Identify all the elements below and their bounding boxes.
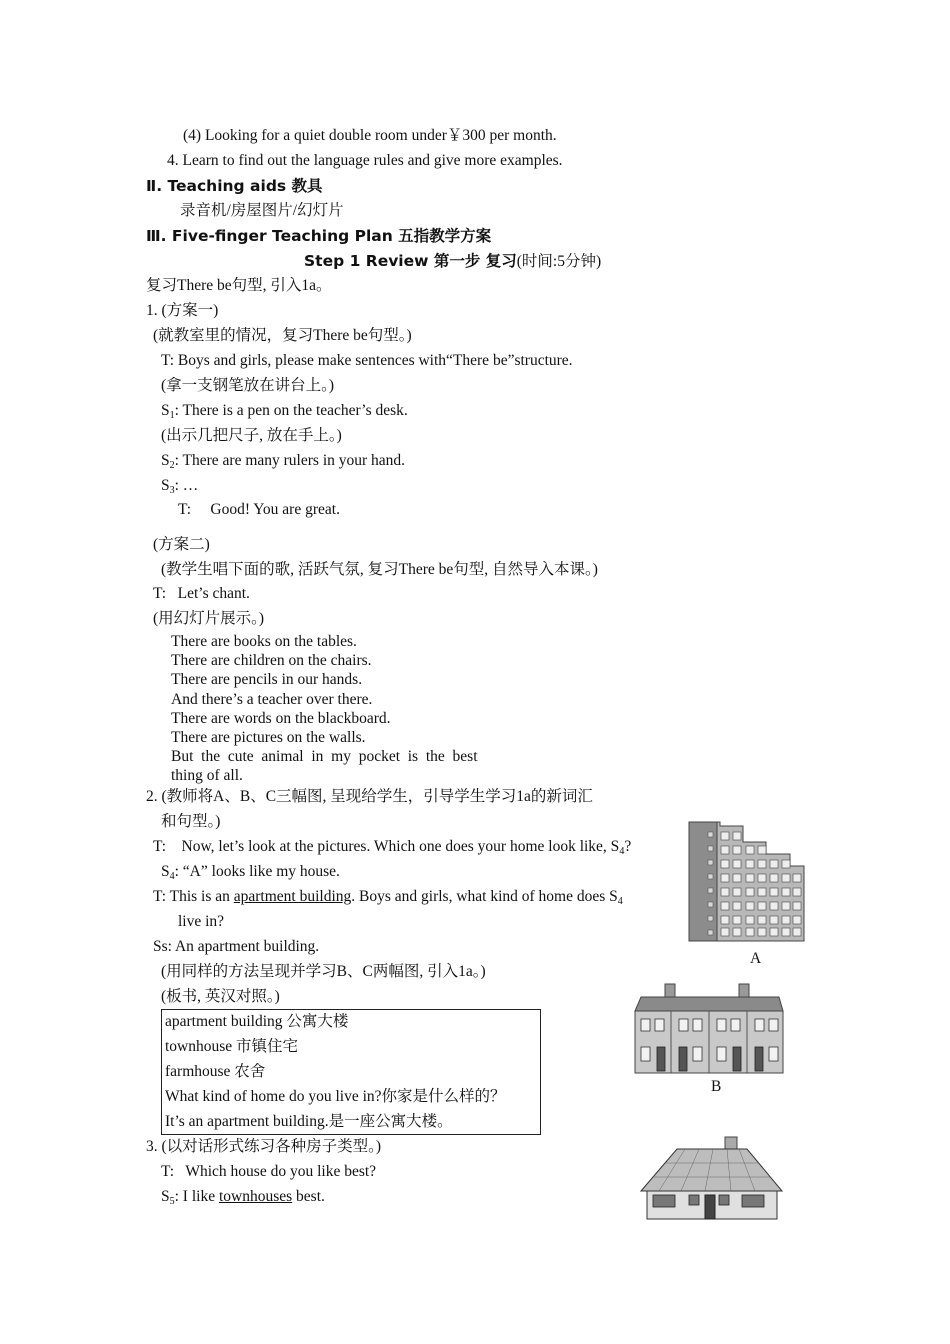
dialogue-line: T: Good! You are great. xyxy=(178,501,340,518)
chant-lyrics xyxy=(171,632,478,786)
objective-4: 4. Learn to find out the language rules and give more examples. xyxy=(167,152,563,169)
activity-3: 3. (以对话形式练习各种房子类型。) xyxy=(146,1138,382,1155)
teaching-aids-heading: Ⅱ. Teaching aids 教具 xyxy=(146,177,323,195)
dialogue-line-cont: live in? xyxy=(178,913,225,930)
stage-note: (用同样的方法呈现并学习B、C两幅图, 引入1a。) xyxy=(161,963,486,980)
activity-2-cont: 和句型。) xyxy=(161,813,221,830)
plan-1-label: 1. (方案一) xyxy=(146,302,219,319)
dialogue-line: Ss: An apartment building. xyxy=(153,938,320,955)
chant-line: There are pictures on the walls. xyxy=(171,729,366,747)
stage-note: (出示几把尺子, 放在手上。) xyxy=(161,427,342,444)
dialogue-line: $S_3$: … xyxy=(161,477,199,496)
dialogue-line: T: Which house do you like best? xyxy=(161,1163,377,1180)
picture-b-caption: B xyxy=(711,1078,722,1095)
plan-heading: Ⅲ. Five-finger Teaching Plan 五指教学方案 xyxy=(146,227,492,245)
dialogue-line: T: Boys and girls, please make sentences with“There be”structure. xyxy=(161,352,573,369)
dialogue-line: $S_4$: “A” looks like my house. xyxy=(161,863,340,882)
stage-note: (用幻灯片展示。) xyxy=(153,610,265,627)
chant-line: There are pencils in our hands. xyxy=(171,671,363,689)
chant-line: There are children on the chairs. xyxy=(171,652,372,670)
chant-line: There are books on the tables. xyxy=(171,633,357,650)
dialogue-line: T: Now, let’s look at the pictures. Which one does your home look like, $S_4$? xyxy=(153,838,632,857)
dialogue-line: T: Let’s chant. xyxy=(153,585,250,602)
objective-4-item: (4) Looking for a quiet double room under￥300 per month. xyxy=(183,127,557,144)
review-intro: 复习There be句型, 引入1a。 xyxy=(146,277,332,294)
chant-line: There are words on the blackboard. xyxy=(171,709,391,727)
stage-note: (板书, 英汉对照。) xyxy=(161,988,280,1005)
vocab-item: What kind of home do you live in?你家是什么样的？ xyxy=(165,1088,506,1105)
dialogue-line: T: This is an apartment building. Boys and girls, what kind of home does $S_4$ xyxy=(153,888,623,907)
step-heading: Step 1 Review 第一步 复习(时间:5分钟) xyxy=(304,252,602,270)
chant-line: thing of all. xyxy=(171,767,243,785)
chant-line: But the cute animal in my pocket is the best xyxy=(171,748,478,766)
dialogue-line: $S_5$: I like townhouses best. xyxy=(161,1188,325,1207)
vocab-item: It’s an apartment building.是一座公寓大楼。 xyxy=(165,1113,453,1130)
chant-line: And there’s a teacher over there. xyxy=(171,690,373,708)
plan-2-note: (教学生唱下面的歌, 活跃气氛, 复习There be句型, 自然导入本课。) xyxy=(161,561,598,578)
apartment-building-picture xyxy=(688,820,806,944)
farmhouse-picture xyxy=(639,1135,784,1221)
vocab-item: apartment building 公寓大楼 xyxy=(165,1013,349,1030)
picture-a-caption: A xyxy=(750,950,762,967)
plan-2-label: (方案二) xyxy=(153,536,210,553)
vocab-item: townhouse 市镇住宅 xyxy=(165,1038,299,1055)
stage-note: (拿一支钢笔放在讲台上。) xyxy=(161,377,335,394)
activity-2: 2. (教师将A、B、C三幅图, 呈现给学生，引导学生学习1a的新词汇 xyxy=(146,788,593,805)
townhouse-picture xyxy=(633,981,785,1075)
vocab-item: farmhouse 农舍 xyxy=(165,1063,266,1080)
dialogue-line: $S_1$: There is a pen on the teacher’s desk. xyxy=(161,402,408,421)
dialogue-line: $S_2$: There are many rulers in your hand. xyxy=(161,452,406,471)
plan-1-note: (就教室里的情况，复习There be句型。) xyxy=(153,327,412,344)
teaching-aids-text: 录音机/房屋图片/幻灯片 xyxy=(180,202,344,219)
vocabulary-box xyxy=(161,1009,541,1135)
